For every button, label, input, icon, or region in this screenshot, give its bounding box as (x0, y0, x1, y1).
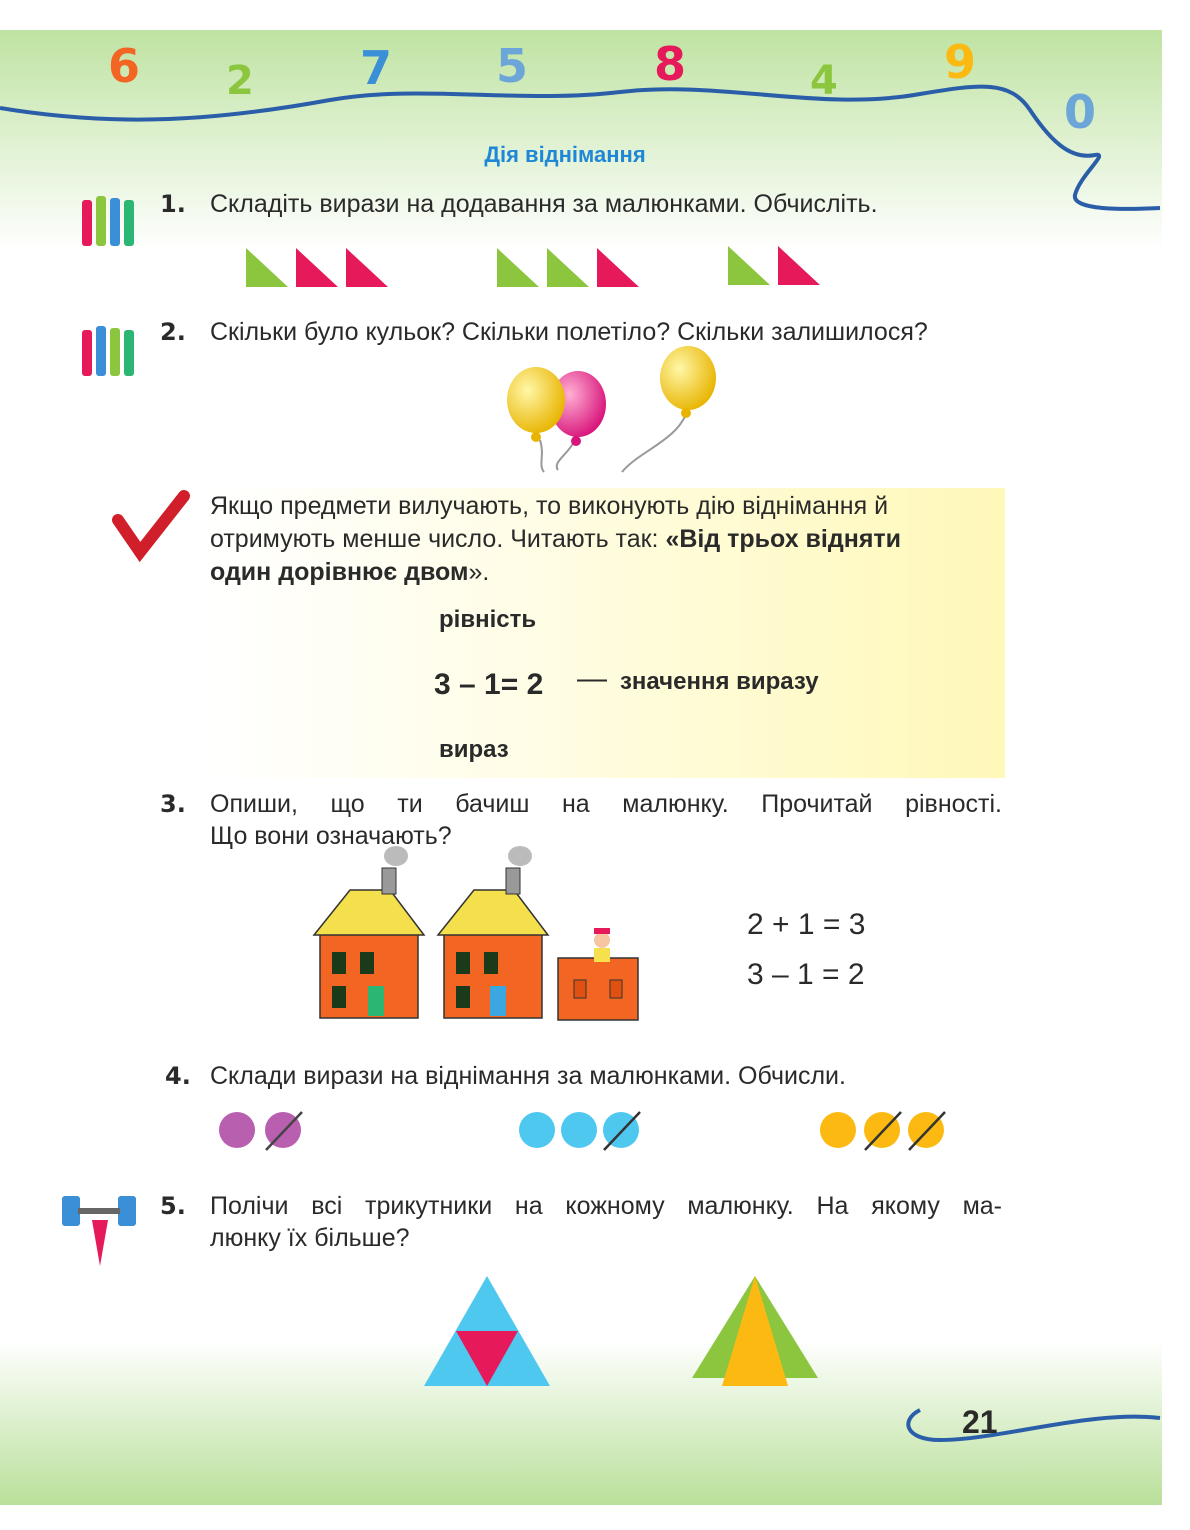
task-number: 3. (160, 790, 186, 818)
page-number: 21 (962, 1404, 998, 1440)
digit-5-character: 5 (496, 39, 529, 93)
task-text-line-2: Що вони означають? (210, 822, 452, 850)
label-equality: рівність (439, 606, 537, 633)
task4-circles (219, 1112, 945, 1150)
digit-8-character: 8 (654, 37, 687, 91)
task-number: 1. (160, 190, 186, 218)
task-number: 2. (160, 318, 186, 346)
rule-text (210, 490, 1000, 589)
equation-subtraction: 3 – 1 = 2 (747, 958, 865, 991)
rule-line-1: Якщо предмети вилучають, то виконують дію віднімання й (210, 492, 889, 520)
task-text: Склади вирази на віднімання за малюнками. Обчисли. (210, 1062, 846, 1090)
equations-list (747, 900, 865, 1000)
rule-dash: — (577, 662, 607, 695)
task-text: Складіть вирази на додавання за малюнками. Обчисліть. (210, 190, 878, 218)
rule-line-2: отримують менше число. Читають так: «Від трьох відняти (210, 525, 902, 553)
task-text-line-2: люнку їх більше? (210, 1224, 410, 1252)
label-expression: вираз (439, 736, 509, 763)
page-title: Дія віднімання (484, 142, 646, 167)
weightlifter-icon (62, 1196, 136, 1266)
rule-equation: 3 – 1= 2 (434, 668, 544, 701)
digit-0-character: 0 (1064, 85, 1097, 139)
label-expression-value: значення виразу (620, 668, 819, 695)
pencils-icon-2 (82, 326, 134, 376)
task-text-line-1: Полічи всі трикутники на кожному малюнку. На якому ма- (210, 1192, 1002, 1220)
checkmark-icon (118, 496, 184, 552)
task-text-line-1: Опиши, що ти бачиш на малюнку. Прочитай рівності. (210, 790, 1002, 818)
task-text: Скільки було кульок? Скільки полетіло? Скільки залишилося? (210, 318, 928, 346)
rule-line-3: один дорівнює двом». (210, 558, 490, 586)
task-number: 4. (165, 1062, 191, 1090)
houses-picture (314, 846, 638, 1020)
digit-9-character: 9 (944, 35, 977, 89)
digit-2-character: 2 (226, 58, 254, 104)
digit-6-character: 6 (108, 39, 141, 93)
digit-7-character: 7 (360, 41, 393, 95)
task1-triangles (246, 246, 820, 287)
task-number: 5. (160, 1192, 186, 1220)
digit-4-character: 4 (810, 58, 838, 104)
equation-addition: 2 + 1 = 3 (747, 908, 866, 941)
balloons (507, 346, 716, 472)
